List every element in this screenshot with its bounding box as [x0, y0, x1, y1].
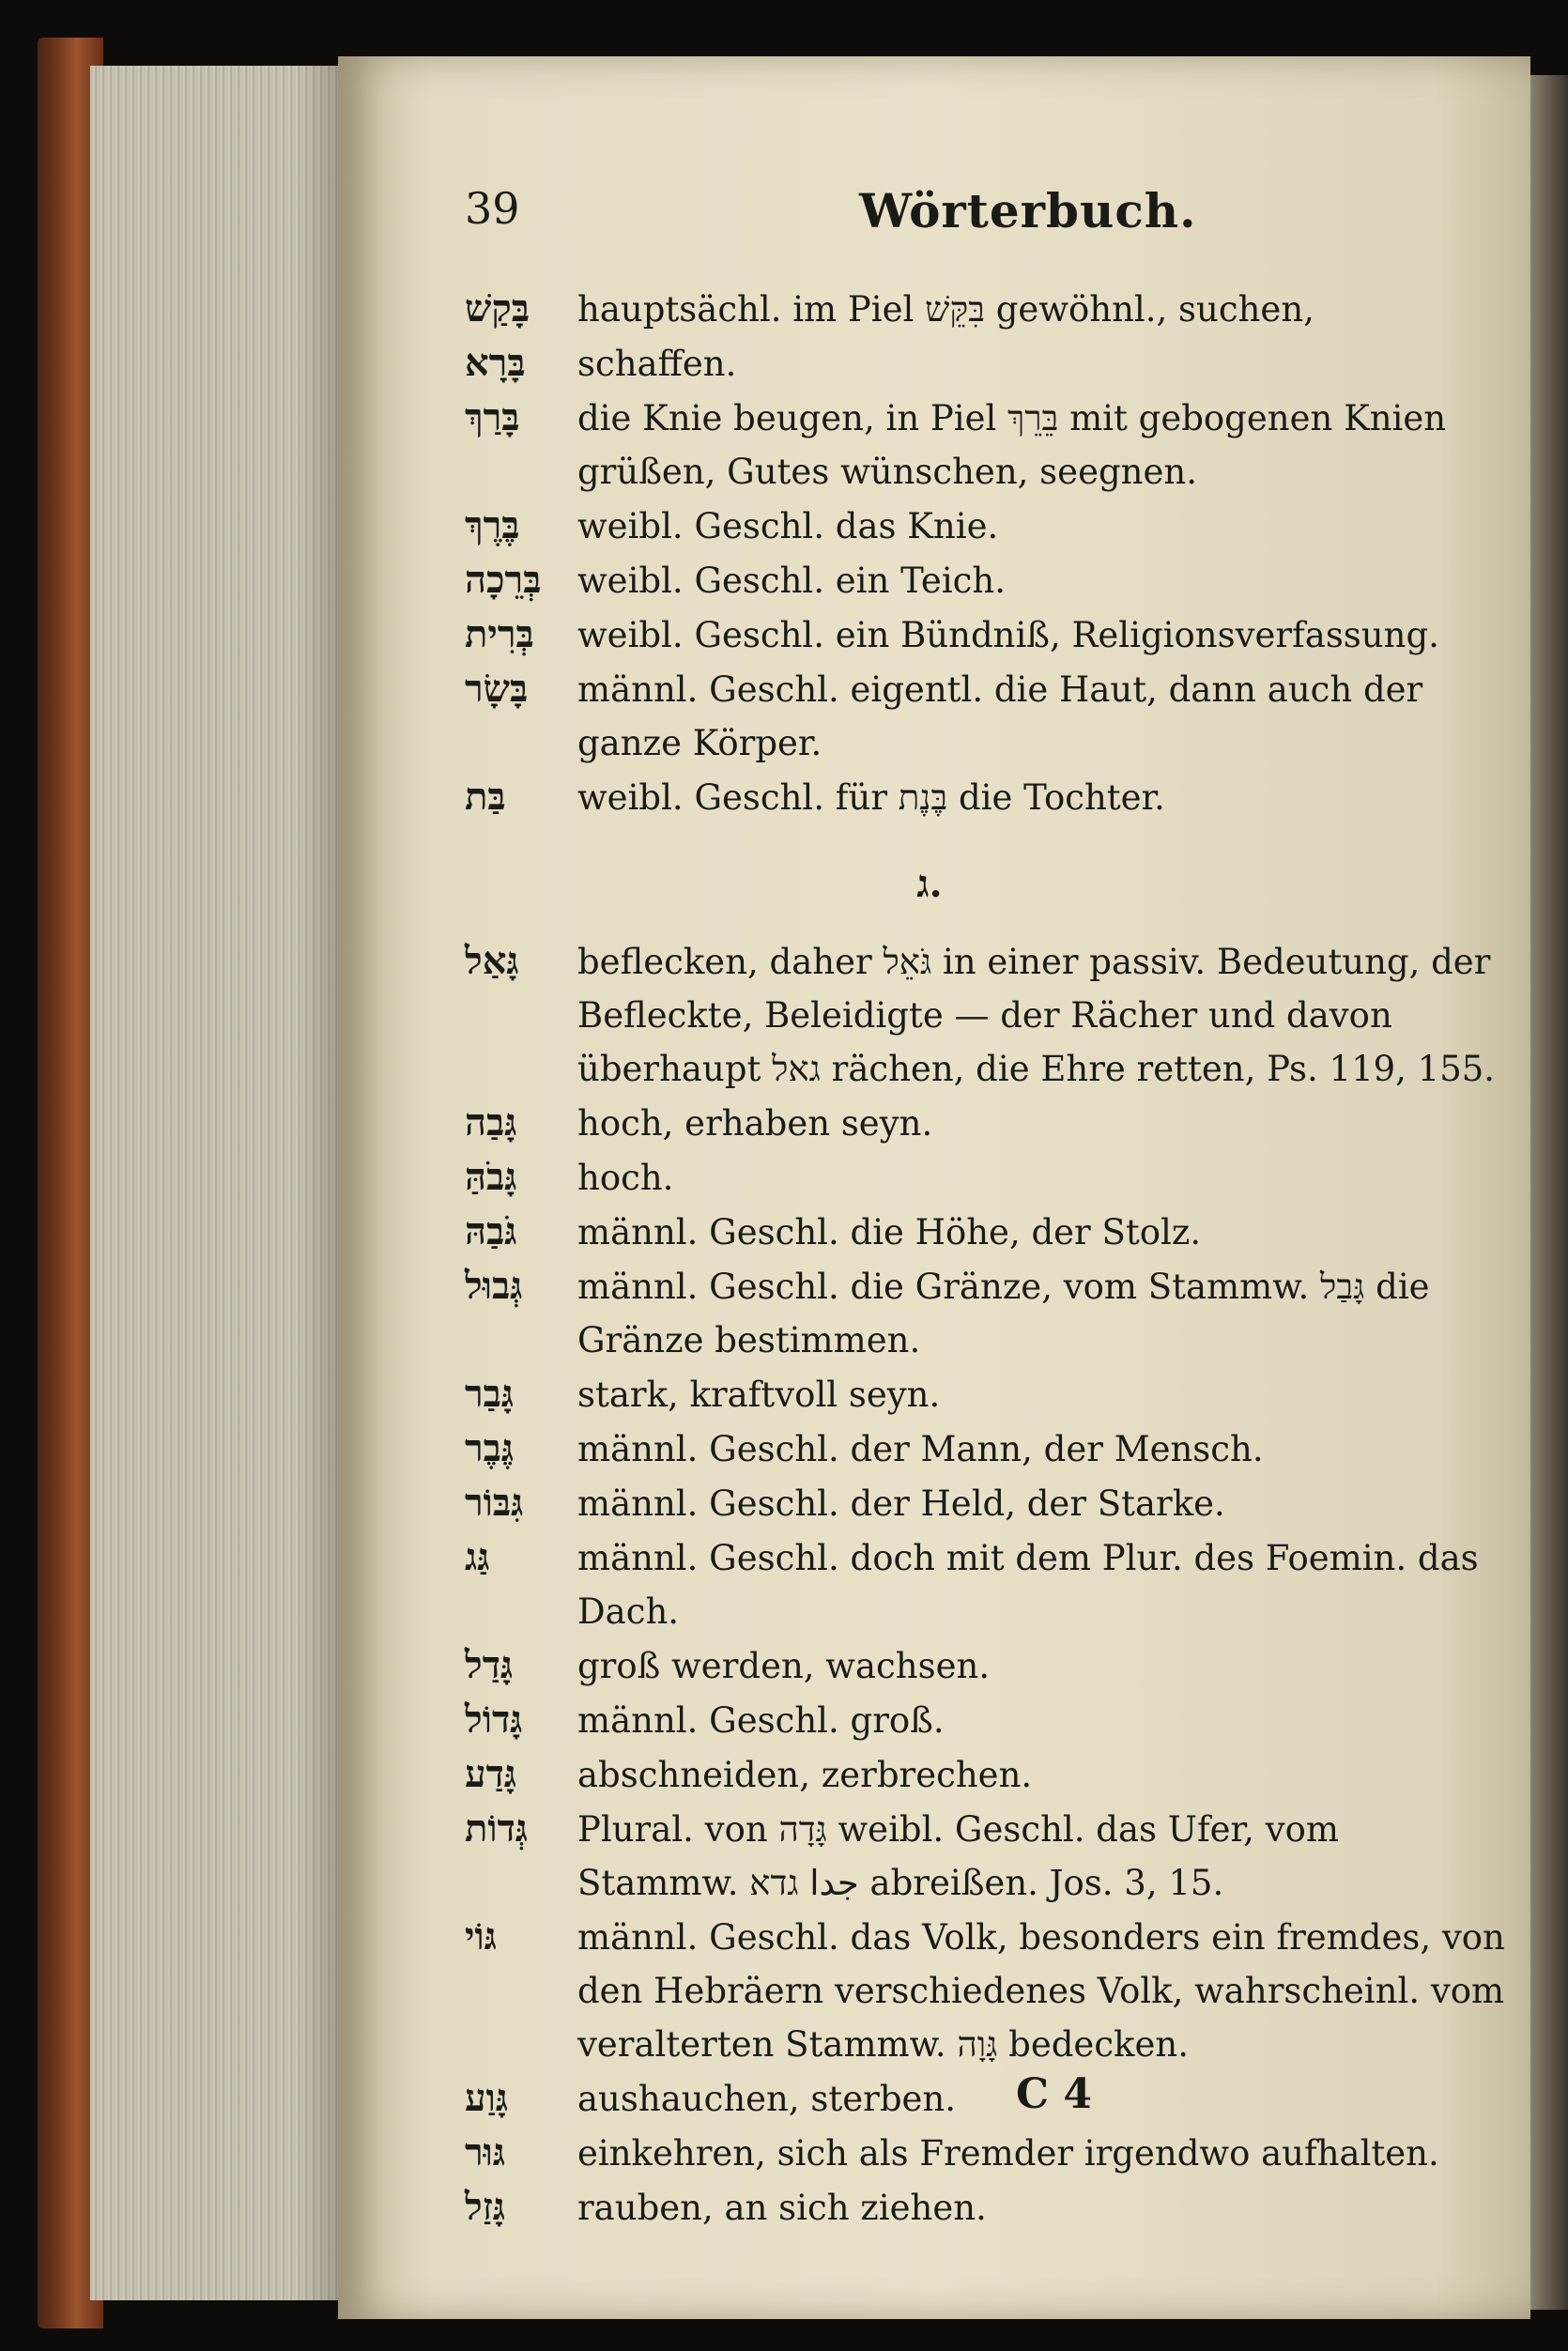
headword: גָּדַע	[465, 1752, 517, 1796]
dictionary-entry	[465, 1205, 1507, 1259]
headword: גָּוַע	[465, 2076, 509, 2120]
dictionary-entry	[465, 2126, 1507, 2180]
dictionary-entry	[465, 1421, 1507, 1476]
dictionary-entry	[465, 553, 1507, 607]
headword: בָּשָׂר	[465, 667, 529, 711]
dictionary-entry	[465, 1802, 1507, 1910]
page-header	[465, 183, 1507, 249]
headword: גְּדוֹת	[465, 1806, 529, 1851]
headword: גַּג	[465, 1535, 490, 1579]
definition: aushauchen, sterben.	[577, 2079, 957, 2119]
definition: die Knie beugen, in Piel בֵּרֵךְ mit gebogenen Knien grüßen, Gutes wünschen, seegnen.	[577, 398, 1447, 492]
dictionary-entry	[465, 607, 1507, 662]
page-number: 39	[465, 183, 520, 234]
headword: גֶּבֶר	[465, 1426, 515, 1470]
definition: abschneiden, zerbrechen.	[577, 1755, 1033, 1795]
definition: männl. Geschl. die Höhe, der Stolz.	[577, 1212, 1202, 1252]
headword: גָּבַה	[465, 1100, 517, 1145]
dictionary-entry	[465, 770, 1507, 824]
dictionary-entry	[465, 282, 1507, 336]
headword: גָּדַל	[465, 1643, 514, 1687]
entry-group-b	[465, 282, 1507, 824]
headword: גְּבוּל	[465, 1264, 523, 1308]
definition: stark, kraftvoll seyn.	[577, 1375, 941, 1415]
headword: גָּבַר	[465, 1372, 515, 1416]
headword: בָּקַשׁ	[465, 286, 530, 330]
dictionary-entry	[465, 1259, 1507, 1367]
headword: גִּבּוֹר	[465, 1481, 524, 1525]
dictionary-entry	[465, 1910, 1507, 2071]
definition: männl. Geschl. das Volk, besonders ein fremdes, von den Hebräern verschiedenes Volk, wahrscheinl. vom veralterten Stammw. גָּוָה bedecken.	[577, 1917, 1505, 2065]
dictionary-entry	[465, 391, 1507, 499]
definition: hoch, erhaben seyn.	[577, 1103, 933, 1144]
dictionary-entry	[465, 1476, 1507, 1530]
entry-group-g	[465, 934, 1507, 2235]
definition: männl. Geschl. groß.	[577, 1700, 945, 1741]
dictionary-entry	[465, 1530, 1507, 1638]
definition: hoch.	[577, 1158, 674, 1198]
dictionary-entry	[465, 934, 1507, 1096]
headword: בַּת	[465, 775, 506, 819]
dictionary-entry	[465, 1096, 1507, 1150]
definition: männl. Geschl. der Mann, der Mensch.	[577, 1429, 1264, 1469]
dictionary-entry	[465, 1638, 1507, 1693]
running-head: Wörterbuch.	[859, 183, 1197, 238]
definition: hauptsächl. im Piel בִּקֵּשׁ gewöhnl., suchen,	[577, 289, 1314, 330]
headword: גָּזַל	[465, 2185, 506, 2229]
dictionary-entry	[465, 2180, 1507, 2235]
definition: weibl. Geschl. für בֶּנֶת die Tochter.	[577, 777, 1165, 818]
dictionary-entries	[465, 282, 1507, 2235]
dictionary-entry	[465, 1693, 1507, 1747]
definition: groß werden, wachsen.	[577, 1646, 991, 1686]
headword: גָּדוֹל	[465, 1698, 523, 1742]
definition: schaffen.	[577, 344, 737, 384]
headword: גָּבֹהַּ	[465, 1155, 517, 1199]
dictionary-entry	[465, 2071, 1507, 2126]
headword: גָּאַל	[465, 939, 519, 983]
headword: גּוּר	[465, 2130, 506, 2174]
headword: בְּרֵכָה	[465, 558, 542, 602]
definition: rauben, an sich ziehen.	[577, 2188, 987, 2228]
dictionary-entry	[465, 1367, 1507, 1421]
headword: בְּרִית	[465, 612, 534, 656]
definition: männl. Geschl. doch mit dem Plur. des Foemin. das Dach.	[577, 1538, 1479, 1632]
headword: גּוֹי	[465, 1914, 497, 1959]
dictionary-entry	[465, 1747, 1507, 1802]
definition: männl. Geschl. eigentl. die Haut, dann auch der ganze Körper.	[577, 669, 1423, 763]
dictionary-entry	[465, 336, 1507, 391]
section-letter: ג.	[916, 862, 943, 906]
headword: בָּרָא	[465, 341, 526, 385]
definition: einkehren, sich als Fremder irgendwo aufhalten.	[577, 2133, 1439, 2174]
headword: גֹּבַהּ	[465, 1209, 517, 1253]
dictionary-entry	[465, 499, 1507, 553]
page-stack-edge	[90, 66, 353, 2300]
headword: בֶּרֶךְ	[465, 503, 520, 547]
headword: בָּרַךְ	[465, 395, 520, 439]
definition: Plural. von גָּדָה weibl. Geschl. das Ufer, vom Stammw. جدا גדא abreißen. Jos. 3, 15.	[577, 1809, 1339, 1903]
facing-page-edge	[1530, 75, 1568, 2310]
definition: männl. Geschl. der Held, der Starke.	[577, 1483, 1225, 1524]
signature-mark: C 4	[1016, 2070, 1092, 2118]
definition: weibl. Geschl. ein Teich.	[577, 561, 1006, 601]
definition: beflecken, daher גֹּאֵל in einer passiv. Bedeutung, der Befleckte, Beleidigte — der Rächer und davon überhaupt גאל rächen, die Ehre retten, Ps. 119, 155.	[577, 942, 1496, 1089]
definition: weibl. Geschl. das Knie.	[577, 506, 999, 546]
definition: weibl. Geschl. ein Bündniß, Religionsverfassung.	[577, 615, 1439, 655]
dictionary-entry	[465, 1150, 1507, 1205]
definition: männl. Geschl. die Gränze, vom Stammw. גָּבַל die Gränze bestimmen.	[577, 1267, 1430, 1360]
dictionary-entry	[465, 662, 1507, 770]
